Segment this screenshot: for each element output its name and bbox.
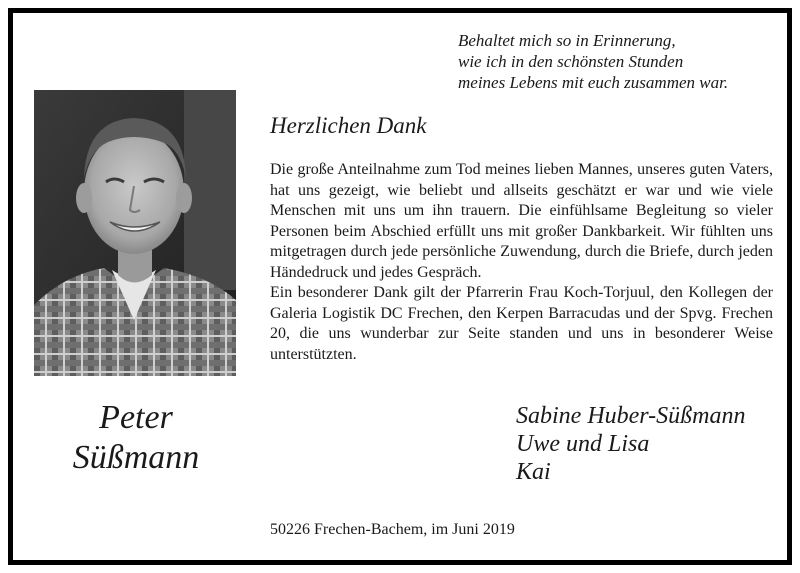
thank-you-text bbox=[270, 160, 773, 365]
quote-line: meines Lebens mit euch zusammen war. bbox=[458, 73, 729, 92]
memorial-quote bbox=[458, 30, 788, 93]
heading-thanks: Herzlichen Dank bbox=[270, 113, 427, 138]
portrait-illustration bbox=[34, 90, 236, 376]
last-name: Süßmann bbox=[72, 439, 200, 476]
quote-line: wie ich in den schönsten Stunden bbox=[458, 52, 684, 71]
paragraph: Die große Anteilnahme zum Tod meines lieben Mannes, unseres guten Vaters, hat uns gezeigt, wie beliebt und allseits geschätzt er war und wie viele Menschen mit uns um ihn trauern. Die einfühlsame Begleitung so vieler Personen beim Abschied erfüllt uns mit großer Dankbarkeit. Wir fühlten uns mitgetragen durch jede persönliche Zuwendung, durch die Briefe, durch jeden Händedruck und jedes Gespräch. bbox=[270, 161, 773, 281]
portrait-photo bbox=[34, 90, 236, 376]
signature-name: Sabine Huber-Süßmann bbox=[516, 403, 746, 429]
signature-name: Uwe und Lisa bbox=[516, 431, 650, 457]
signature-name: Kai bbox=[516, 459, 551, 485]
signatures bbox=[516, 402, 746, 486]
paragraph: Ein besonderer Dank gilt der Pfarrerin Frau Koch-Torjuul, den Kollegen der Galeria Logistik DC Frechen, den Kerpen Barracudas und der Spvg. Frechen 20, die uns wunderbar zur Seite standen und uns in besonderer Weise unterstützten. bbox=[270, 284, 773, 363]
deceased-name bbox=[40, 398, 232, 478]
quote-line: Behaltet mich so in Erinnerung, bbox=[458, 31, 676, 50]
place-date: 50226 Frechen-Bachem, im Juni 2019 bbox=[270, 521, 515, 538]
first-name: Peter bbox=[99, 399, 173, 436]
